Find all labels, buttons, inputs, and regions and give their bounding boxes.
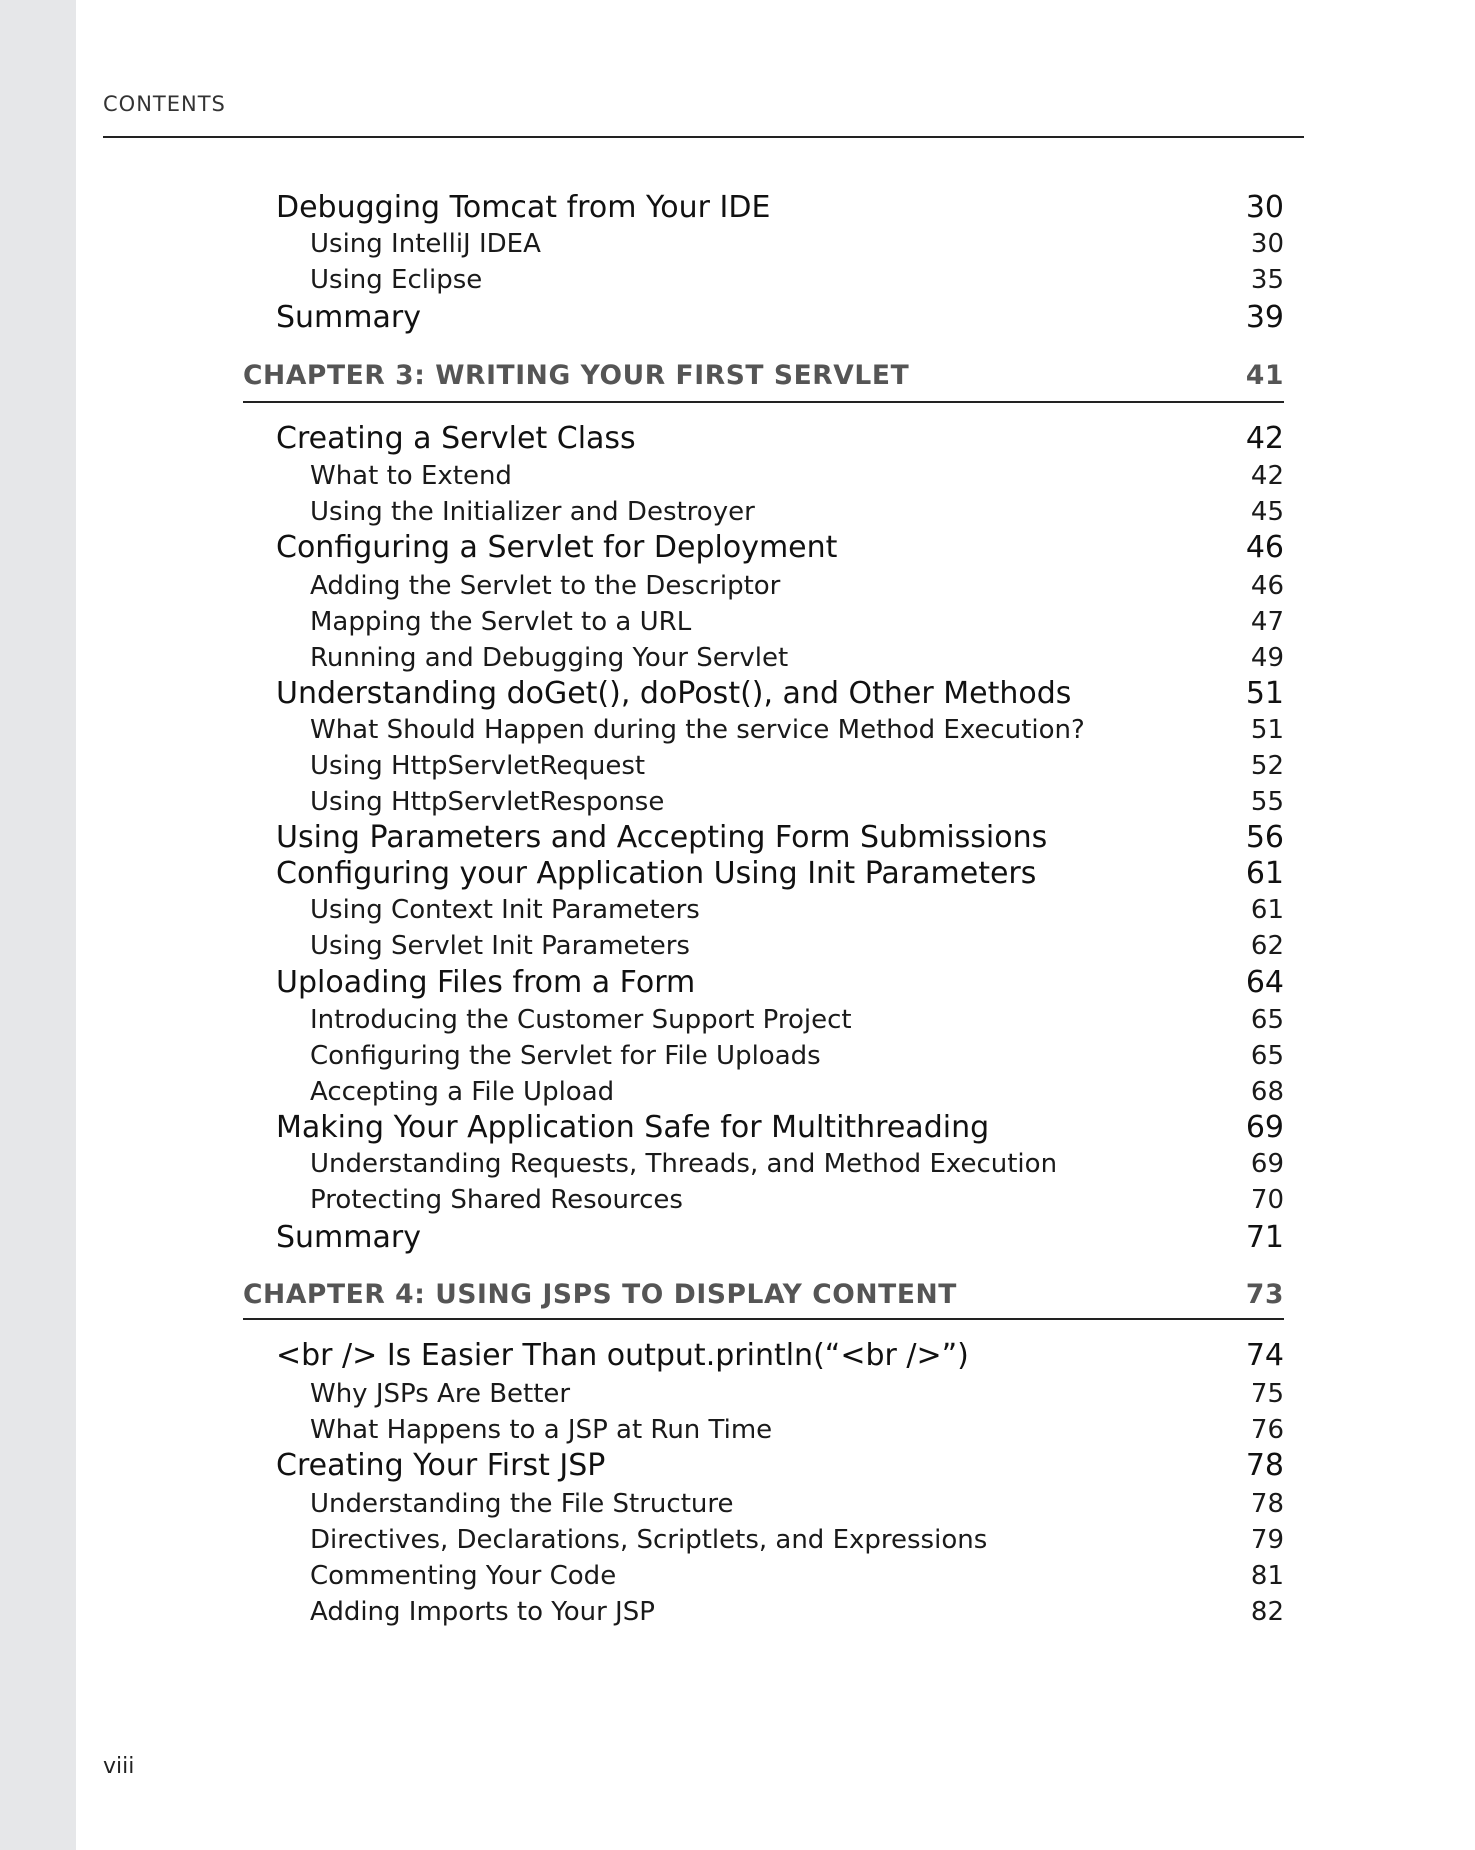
toc-entry-subsection[interactable]: [310, 571, 1284, 601]
toc-entry-title: Protecting Shared Resources: [310, 1185, 683, 1215]
toc-entry-title: Adding Imports to Your JSP: [310, 1597, 655, 1627]
toc-entry-page-number: 30: [1245, 190, 1284, 225]
running-head: CONTENTS: [103, 92, 226, 116]
toc-entry-section[interactable]: [276, 965, 1284, 1000]
toc-entry-subsection[interactable]: [310, 497, 1284, 527]
toc-entry-section[interactable]: [276, 300, 1284, 335]
toc-entry-page-number: 73: [1245, 1279, 1284, 1310]
toc-entry-subsection[interactable]: [310, 1525, 1284, 1555]
toc-entry-section[interactable]: [276, 1448, 1284, 1483]
toc-entry-page-number: 51: [1245, 676, 1284, 711]
toc-entry-title: Using IntelliJ IDEA: [310, 229, 541, 259]
toc-entry-title: Using HttpServletResponse: [310, 787, 665, 817]
toc-entry-title: Adding the Servlet to the Descriptor: [310, 571, 781, 601]
toc-entry-page-number: 68: [1250, 1077, 1284, 1107]
toc-entry-page-number: 65: [1250, 1041, 1284, 1071]
chapter-rule: [243, 1318, 1284, 1320]
toc-entry-subsection[interactable]: [310, 265, 1284, 295]
toc-entry-page-number: 39: [1245, 300, 1284, 335]
toc-entry-page-number: 55: [1250, 787, 1284, 817]
toc-entry-page-number: 61: [1245, 856, 1284, 891]
toc-entry-subsection[interactable]: [310, 931, 1284, 961]
toc-entry-title: Summary: [276, 1220, 421, 1255]
toc-entry-page-number: 47: [1250, 607, 1284, 637]
toc-entry-subsection[interactable]: [310, 1379, 1284, 1409]
toc-entry-title: What to Extend: [310, 461, 512, 491]
toc-entry-title: Mapping the Servlet to a URL: [310, 607, 692, 637]
toc-entry-page-number: 42: [1245, 421, 1284, 456]
toc-entry-subsection[interactable]: [310, 1415, 1284, 1445]
toc-entry-title: Using HttpServletRequest: [310, 751, 646, 781]
toc-entry-subsection[interactable]: [310, 461, 1284, 491]
toc-entry-title: Directives, Declarations, Scriptlets, and Expressions: [310, 1525, 988, 1555]
toc-entry-title: What Happens to a JSP at Run Time: [310, 1415, 773, 1445]
toc-entry-title: Uploading Files from a Form: [276, 965, 696, 1000]
toc-entry-title: Configuring a Servlet for Deployment: [276, 530, 838, 565]
toc-entry-page-number: 41: [1245, 360, 1284, 391]
toc-entry-title: Using Eclipse: [310, 265, 483, 295]
toc-entry-subsection[interactable]: [310, 643, 1284, 673]
toc-entry-subsection[interactable]: [310, 1561, 1284, 1591]
toc-entry-title: CHAPTER 4: USING JSPS TO DISPLAY CONTENT: [243, 1279, 957, 1310]
toc-entry-page-number: 69: [1250, 1149, 1284, 1179]
toc-entry-title: Running and Debugging Your Servlet: [310, 643, 789, 673]
toc-entry-section[interactable]: [276, 676, 1284, 711]
toc-entry-page-number: 51: [1250, 715, 1284, 745]
toc-entry-title: Creating Your First JSP: [276, 1448, 606, 1483]
toc-entry-title: Understanding doGet(), doPost(), and Other Methods: [276, 676, 1072, 711]
page-gutter: [0, 0, 76, 1850]
toc-entry-page-number: 64: [1245, 965, 1284, 1000]
toc-entry-page-number: 75: [1250, 1379, 1284, 1409]
toc-entry-title: CHAPTER 3: WRITING YOUR FIRST SERVLET: [243, 360, 910, 391]
toc-entry-page-number: 69: [1245, 1110, 1284, 1145]
toc-entry-subsection[interactable]: [310, 229, 1284, 259]
toc-entry-section[interactable]: [276, 1110, 1284, 1145]
toc-entry-page-number: 30: [1250, 229, 1284, 259]
toc-entry-subsection[interactable]: [310, 895, 1284, 925]
toc-entry-section[interactable]: [276, 856, 1284, 891]
toc-entry-page-number: 45: [1250, 497, 1284, 527]
toc-entry-section[interactable]: [276, 1220, 1284, 1255]
toc-entry-title: Using Servlet Init Parameters: [310, 931, 690, 961]
toc-entry-page-number: 79: [1250, 1525, 1284, 1555]
toc-entry-page-number: 56: [1245, 820, 1284, 855]
toc-entry-page-number: 74: [1245, 1338, 1284, 1373]
toc-entry-section[interactable]: [276, 820, 1284, 855]
toc-entry-title: Configuring your Application Using Init Parameters: [276, 856, 1037, 891]
toc-entry-title: Configuring the Servlet for File Uploads: [310, 1041, 821, 1071]
toc-entry-title: Creating a Servlet Class: [276, 421, 636, 456]
toc-entry-title: Using the Initializer and Destroyer: [310, 497, 755, 527]
toc-entry-page-number: 70: [1250, 1185, 1284, 1215]
chapter-rule: [243, 401, 1284, 403]
toc-entry-subsection[interactable]: [310, 787, 1284, 817]
toc-entry-title: <br /> Is Easier Than output.println(“<br />”): [276, 1338, 969, 1373]
toc-entry-section[interactable]: [276, 1338, 1284, 1373]
toc-entry-page-number: 71: [1245, 1220, 1284, 1255]
toc-entry-page-number: 76: [1250, 1415, 1284, 1445]
toc-entry-section[interactable]: [276, 421, 1284, 456]
toc-entry-page-number: 35: [1250, 265, 1284, 295]
page-folio: viii: [103, 1754, 135, 1779]
toc-entry-page-number: 82: [1250, 1597, 1284, 1627]
toc-entry-title: Understanding Requests, Threads, and Method Execution: [310, 1149, 1058, 1179]
toc-entry-title: What Should Happen during the service Method Execution?: [310, 715, 1085, 745]
toc-entry-page-number: 52: [1250, 751, 1284, 781]
toc-entry-page-number: 78: [1250, 1489, 1284, 1519]
header-rule: [103, 136, 1304, 138]
toc-entry-subsection[interactable]: [310, 1597, 1284, 1627]
toc-entry-title: Why JSPs Are Better: [310, 1379, 571, 1409]
toc-entry-title: Introducing the Customer Support Project: [310, 1005, 852, 1035]
toc-entry-page-number: 46: [1250, 571, 1284, 601]
toc-chapter-heading[interactable]: [243, 1279, 1284, 1310]
toc-entry-subsection[interactable]: [310, 751, 1284, 781]
toc-entry-subsection[interactable]: [310, 1005, 1284, 1035]
toc-entry-section[interactable]: [276, 530, 1284, 565]
toc-entry-title: Using Context Init Parameters: [310, 895, 700, 925]
toc-chapter-heading[interactable]: [243, 360, 1284, 391]
toc-entry-title: Using Parameters and Accepting Form Submissions: [276, 820, 1048, 855]
toc-entry-subsection[interactable]: [310, 1041, 1284, 1071]
toc-entry-page-number: 62: [1250, 931, 1284, 961]
toc-entry-subsection[interactable]: [310, 1185, 1284, 1215]
toc-entry-page-number: 49: [1250, 643, 1284, 673]
toc-entry-subsection[interactable]: [310, 1149, 1284, 1179]
toc-entry-page-number: 81: [1250, 1561, 1284, 1591]
toc-entry-section[interactable]: [276, 190, 1284, 225]
toc-entry-title: Accepting a File Upload: [310, 1077, 615, 1107]
toc-entry-page-number: 78: [1245, 1448, 1284, 1483]
toc-entry-title: Understanding the File Structure: [310, 1489, 734, 1519]
toc-entry-page-number: 65: [1250, 1005, 1284, 1035]
toc-entry-title: Summary: [276, 300, 421, 335]
toc-entry-subsection[interactable]: [310, 1489, 1284, 1519]
toc-entry-subsection[interactable]: [310, 1077, 1284, 1107]
toc-entry-title: Commenting Your Code: [310, 1561, 617, 1591]
toc-entry-title: Debugging Tomcat from Your IDE: [276, 190, 771, 225]
toc-entry-title: Making Your Application Safe for Multithreading: [276, 1110, 990, 1145]
toc-entry-page-number: 46: [1245, 530, 1284, 565]
toc-entry-subsection[interactable]: [310, 607, 1284, 637]
toc-entry-page-number: 61: [1250, 895, 1284, 925]
toc-entry-subsection[interactable]: [310, 715, 1284, 745]
toc-entry-page-number: 42: [1250, 461, 1284, 491]
